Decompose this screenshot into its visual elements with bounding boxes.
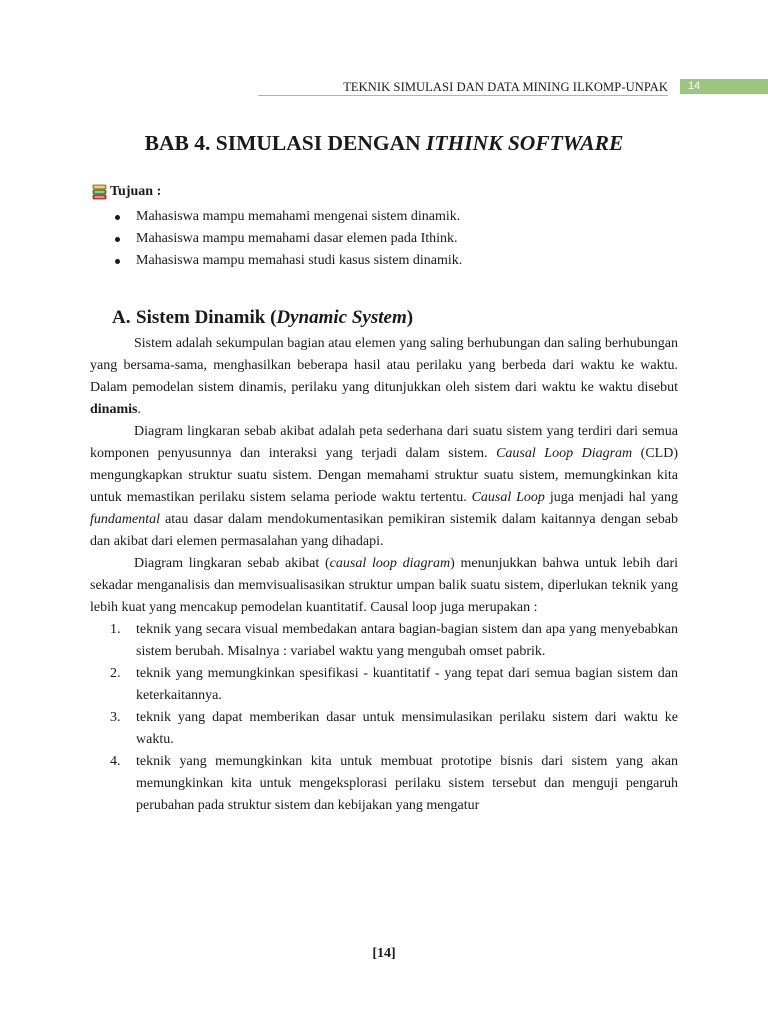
section-heading xyxy=(112,307,413,329)
paragraph-text: Sistem adalah sekumpulan bagian atau elemen yang saling berhubungan dan saling berhubungan yang bersama-sama, menghasilkan beberapa hasil atau perilaku yang berbeda dari waktu ke waktu. Dalam pemodelan sistem dinamis, perilaku yang ditunjukkan oleh sistem dari waktu ke waktu disebut xyxy=(90,336,678,395)
list-item-text: teknik yang dapat memberikan dasar untuk mensimulasikan perilaku sistem dari waktu ke waktu. xyxy=(136,710,678,747)
italic-term: fundamental xyxy=(90,512,160,527)
section-title-prefix: Sistem Dinamik ( xyxy=(136,307,277,328)
paragraph-text: Diagram lingkaran sebab akibat adalah peta sederhana dari suatu sistem yang terdiri dari semua komponen penyusunnya dan interaksi yang terjadi dalam sistem. xyxy=(90,424,678,461)
list-number: 1. xyxy=(110,622,121,637)
bold-term: dinamis xyxy=(90,402,138,417)
paragraph-text: . xyxy=(137,402,141,417)
goals-list xyxy=(96,206,462,272)
paragraph-1 xyxy=(90,333,678,421)
list-item: Mahasiswa mampu memahami dasar elemen pada Ithink. xyxy=(96,228,462,250)
goals-heading xyxy=(92,184,161,200)
paragraph-text: ) menunjukkan bahwa untuk lebih dari sekadar menganalisis dan memvisualisasikan struktur umpan balik suatu sistem, diperlukan teknik yang lebih kuat yang mencakup pemodelan kuantitatif. Causal loop juga merupakan : xyxy=(90,556,679,615)
section-title-italic: Dynamic System xyxy=(276,307,407,328)
book-icon xyxy=(92,184,109,200)
list-item xyxy=(90,707,678,751)
list-item-text: teknik yang memungkinkan spesifikasi - kuantitatif - yang tepat dari semua bagian sistem dan keterkaitannya. xyxy=(136,666,678,703)
paragraph-3 xyxy=(90,553,678,619)
running-header xyxy=(258,79,768,95)
list-item: Mahasiswa mampu memahasi studi kasus sistem dinamik. xyxy=(96,250,462,272)
paragraph-text: juga menjadi hal yang xyxy=(544,490,678,505)
chapter-title-prefix: BAB 4. SIMULASI DENGAN xyxy=(144,131,426,155)
list-item: Mahasiswa mampu memahami mengenai sistem dinamik. xyxy=(96,206,462,228)
header-title: TEKNIK SIMULASI DAN DATA MINING ILKOMP-UNPAK xyxy=(343,80,668,94)
chapter-title xyxy=(0,131,768,156)
list-number: 4. xyxy=(110,754,121,769)
list-item-text: teknik yang memungkinkan kita untuk membuat prototipe bisnis dari sistem yang akan memungkinkan kita untuk mengeksplorasi perilaku sistem tersebut dan menguji pengaruh perubahan pada struktur sistem dan kebijakan yang mengatur xyxy=(136,754,678,813)
list-number: 2. xyxy=(110,666,121,681)
section-number: A. xyxy=(112,307,131,328)
italic-term: Causal Loop xyxy=(471,490,545,505)
list-number: 3. xyxy=(110,710,121,725)
goals-label: Tujuan : xyxy=(110,184,162,199)
header-rule xyxy=(258,95,668,96)
list-item xyxy=(90,663,678,707)
paragraph-text: (CLD) mengungkapkan struktur suatu sistem. Dengan memahami struktur suatu sistem, memungkinkan kita untuk memastikan perilaku sistem selama periode waktu tertentu. xyxy=(90,446,679,505)
list-item xyxy=(90,619,678,663)
header-page-badge: 14 xyxy=(680,79,768,94)
list-item-text: teknik yang secara visual membedakan antara bagian-bagian sistem dan apa yang menyebabkan sistem berubah. Misalnya : variabel waktu yang mengubah omset pabrik. xyxy=(136,622,678,659)
section-title-suffix: ) xyxy=(406,307,414,328)
body-text xyxy=(90,333,678,817)
list-item xyxy=(90,751,678,817)
paragraph-text: Diagram lingkaran sebab akibat ( xyxy=(134,556,330,571)
chapter-title-italic: ITHINK SOFTWARE xyxy=(426,131,624,155)
numbered-list xyxy=(90,619,678,817)
paragraph-2 xyxy=(90,421,678,553)
page-number: [14] xyxy=(372,946,396,961)
italic-term: causal loop diagram xyxy=(329,556,451,571)
paragraph-text: atau dasar dalam mendokumentasikan pemikiran sistemik dalam kaitannya dengan sebab dan akibat dari elemen permasalahan yang dihadapi. xyxy=(90,512,678,549)
italic-term: Causal Loop Diagram xyxy=(496,446,633,461)
